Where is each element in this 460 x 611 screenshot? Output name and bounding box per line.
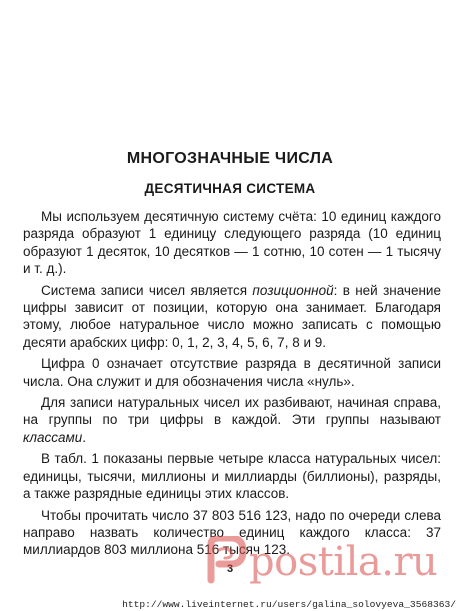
page-number: 3 bbox=[226, 563, 234, 575]
paragraph-6: Чтобы прочитать число 37 803 516 123, надо по очереди слева направо назвать количество единиц каждого класса: 37 миллиардов 803 миллиона 516 тысяч 123. bbox=[23, 507, 441, 558]
paragraph-4-text-start: Для записи натуральных чисел их разбивают, начиная справа, на группы по три цифры в каждой. Эти группы называют bbox=[23, 395, 441, 428]
page-title: МНОГОЗНАЧНЫЕ ЧИСЛА bbox=[126, 150, 334, 167]
watermark bbox=[205, 530, 460, 600]
paragraph-1: Мы используем десятичную систему счёта: 10 единиц каждого разряда образуют 1 единицу следующего разряда (10 единиц образуют 1 десяток, 10 десятков — 1 сотню, 10 сотен — 1 тысячу и т. д.). bbox=[23, 209, 441, 277]
paragraph-3: Цифра 0 означает отсутствие разряда в десятичной записи числа. Она служит и для обозначения числа «нуль». bbox=[23, 356, 441, 389]
paragraph-2-text-end: : в ней значение цифры зависит от позиции, которую она занимает. Благодаря этому, любое натуральное число можно записать с помощью десяти арабских цифр: 0, 1, 2, 3, 4, 5, 6, 7, 8 и 9. bbox=[23, 282, 441, 350]
section-subtitle: ДЕСЯТИЧНАЯ СИСТЕМА bbox=[144, 181, 316, 196]
watermark-text: postila.ru bbox=[249, 539, 438, 585]
paragraph-4 bbox=[23, 394, 441, 446]
postila-logo-icon bbox=[205, 536, 247, 584]
paragraph-2-text-start: Система записи чисел является bbox=[41, 282, 253, 298]
paragraph-2 bbox=[23, 282, 441, 352]
paragraph-4-text-end: . bbox=[82, 429, 87, 445]
term-positional: позиционной bbox=[252, 282, 334, 298]
body-text bbox=[23, 208, 441, 563]
term-classes: классами bbox=[23, 429, 83, 445]
source-url[interactable]: http://www.liveinternet.ru/users/galina_solovyeva_3568363/ bbox=[122, 599, 456, 610]
paragraph-5: В табл. 1 показаны первые четыре класса натуральных чисел: единицы, тысячи, миллионы и миллиарды (биллионы), разряды, а также разрядные единицы этих классов. bbox=[23, 451, 441, 502]
